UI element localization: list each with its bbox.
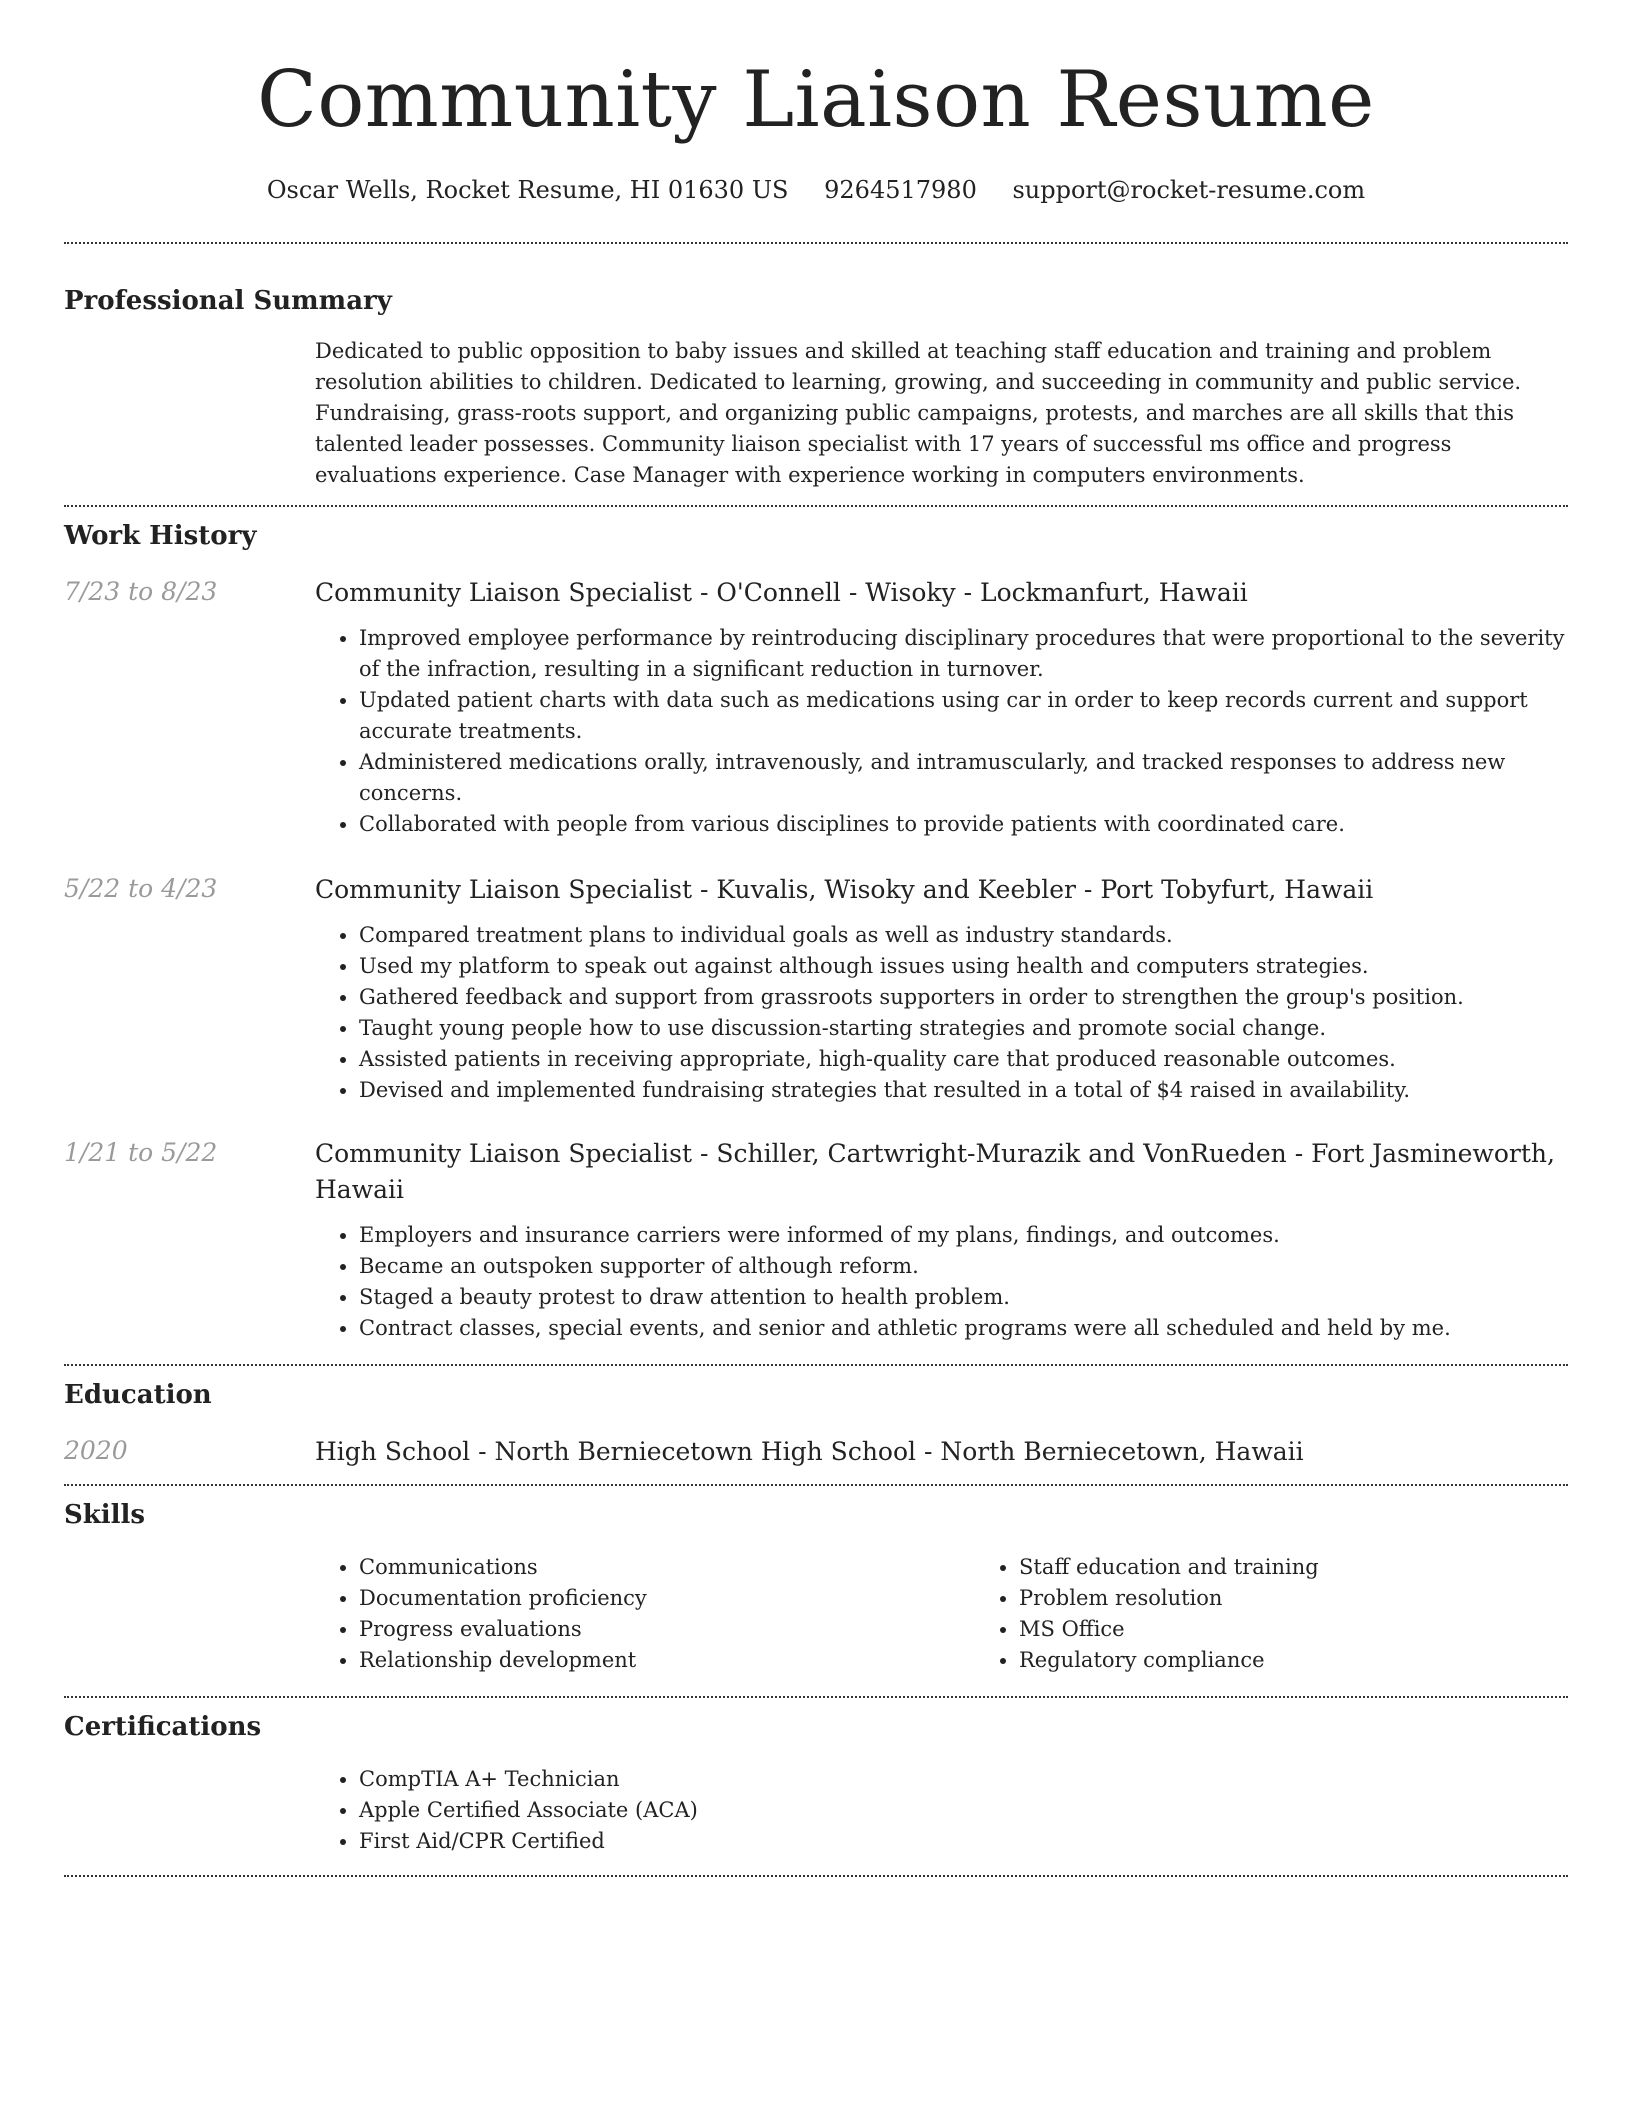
list-item: • Staged a beauty protest to draw attention to health problem. [359, 1282, 1568, 1313]
skills-section [64, 1498, 1568, 1676]
list-item: • Compared treatment plans to individual goals as well as industry standards. [359, 920, 1568, 951]
list-item: • Contract classes, special events, and senior and athletic programs were all scheduled and held by me. [359, 1313, 1568, 1344]
job-bullets [315, 920, 1568, 1106]
list-item: • Problem resolution [1019, 1583, 1632, 1614]
list-item: • Employers and insurance carriers were informed of my plans, findings, and outcomes. [359, 1220, 1568, 1251]
contact-email: support@rocket-resume.com [1012, 176, 1366, 204]
job-bullets [315, 1220, 1568, 1344]
list-item: • Used my platform to speak out against although issues using health and computers strategies. [359, 951, 1568, 982]
work-history-section [64, 519, 1568, 1344]
summary-text: Dedicated to public opposition to baby issues and skilled at teaching staff education and training and problem resolution abilities to children. Dedicated to learning, growing, and succeeding in community and public service. Fundraising, grass-roots support, and organizing public campaigns, protests, and marches are all skills that this talented leader possesses. Community liaison specialist with 17 years of successful ms office and progress evaluations experience. Case Manager with experience working in computers environments. [315, 339, 1522, 487]
list-item: • Collaborated with people from various disciplines to provide patients with coordinated care. [359, 809, 1568, 840]
work-history-heading: Work History [64, 521, 257, 551]
list-item: • Updated patient charts with data such as medications using car in order to keep records current and support accurate treatments. [359, 685, 1568, 747]
certifications-list [315, 1764, 1568, 1857]
job-dates: 5/22 to 4/23 [64, 874, 218, 903]
contact-address: Oscar Wells, Rocket Resume, HI 01630 US [266, 176, 789, 204]
list-item: • Regulatory compliance [1019, 1645, 1632, 1676]
divider [64, 1364, 1568, 1366]
job-entry [64, 872, 1568, 1106]
certifications-section [64, 1710, 1568, 1857]
list-item: • Became an outspoken supporter of although reform. [359, 1251, 1568, 1282]
education-section [64, 1378, 1568, 1470]
education-heading: Education [64, 1380, 212, 1410]
list-item: • Assisted patients in receiving appropriate, high-quality care that produced reasonable outcomes. [359, 1044, 1568, 1075]
list-item: • Devised and implemented fundraising strategies that resulted in a total of $4 raised in availability. [359, 1075, 1568, 1106]
skills-column-1 [315, 1552, 975, 1676]
summary-heading: Professional Summary [64, 286, 392, 316]
education-year: 2020 [64, 1436, 128, 1465]
job-dates: 1/21 to 5/22 [64, 1138, 218, 1167]
list-item: • Communications [359, 1552, 975, 1583]
skills-column-2 [975, 1552, 1632, 1676]
list-item: • First Aid/CPR Certified [359, 1826, 1568, 1857]
job-entry [64, 575, 1568, 840]
list-item: • Improved employee performance by reintroducing disciplinary procedures that were proportional to the severity of the infraction, resulting in a significant reduction in turnover. [359, 623, 1568, 685]
skills-grid [315, 1552, 1568, 1676]
education-entry: High School - North Berniecetown High School - North Berniecetown, Hawaii [315, 1437, 1304, 1466]
skills-heading: Skills [64, 1500, 146, 1530]
job-dates: 7/23 to 8/23 [64, 577, 218, 606]
divider [64, 1484, 1568, 1486]
list-item: • Documentation proficiency [359, 1583, 975, 1614]
list-item: • MS Office [1019, 1614, 1632, 1645]
list-item: • CompTIA A+ Technician [359, 1764, 1568, 1795]
contact-line [64, 174, 1568, 206]
list-item: • Administered medications orally, intravenously, and intramuscularly, and tracked responses to address new concerns. [359, 747, 1568, 809]
list-item: • Relationship development [359, 1645, 975, 1676]
divider [64, 242, 1568, 244]
list-item: • Gathered feedback and support from grassroots supporters in order to strengthen the group's position. [359, 982, 1568, 1013]
job-bullets [315, 623, 1568, 840]
summary-section [64, 284, 1568, 491]
certifications-heading: Certifications [64, 1712, 262, 1742]
divider [64, 1696, 1568, 1698]
list-item: • Staff education and training [1019, 1552, 1632, 1583]
job-entry [64, 1136, 1568, 1344]
list-item: • Apple Certified Associate (ACA) [359, 1795, 1568, 1826]
list-item: • Taught young people how to use discussion-starting strategies and promote social change. [359, 1013, 1568, 1044]
job-title: Community Liaison Specialist - O'Connell - Wisoky - Lockmanfurt, Hawaii [315, 578, 1248, 607]
resume-title: Community Liaison Resume [257, 55, 1375, 145]
contact-phone: 9264517980 [824, 176, 977, 204]
list-item: • Progress evaluations [359, 1614, 975, 1645]
divider [64, 505, 1568, 507]
job-title: Community Liaison Specialist - Kuvalis, Wisoky and Keebler - Port Tobyfurt, Hawaii [315, 875, 1374, 904]
job-title: Community Liaison Specialist - Schiller, Cartwright-Murazik and VonRueden - Fort Jasmineworth, Hawaii [315, 1139, 1555, 1204]
divider [64, 1875, 1568, 1877]
